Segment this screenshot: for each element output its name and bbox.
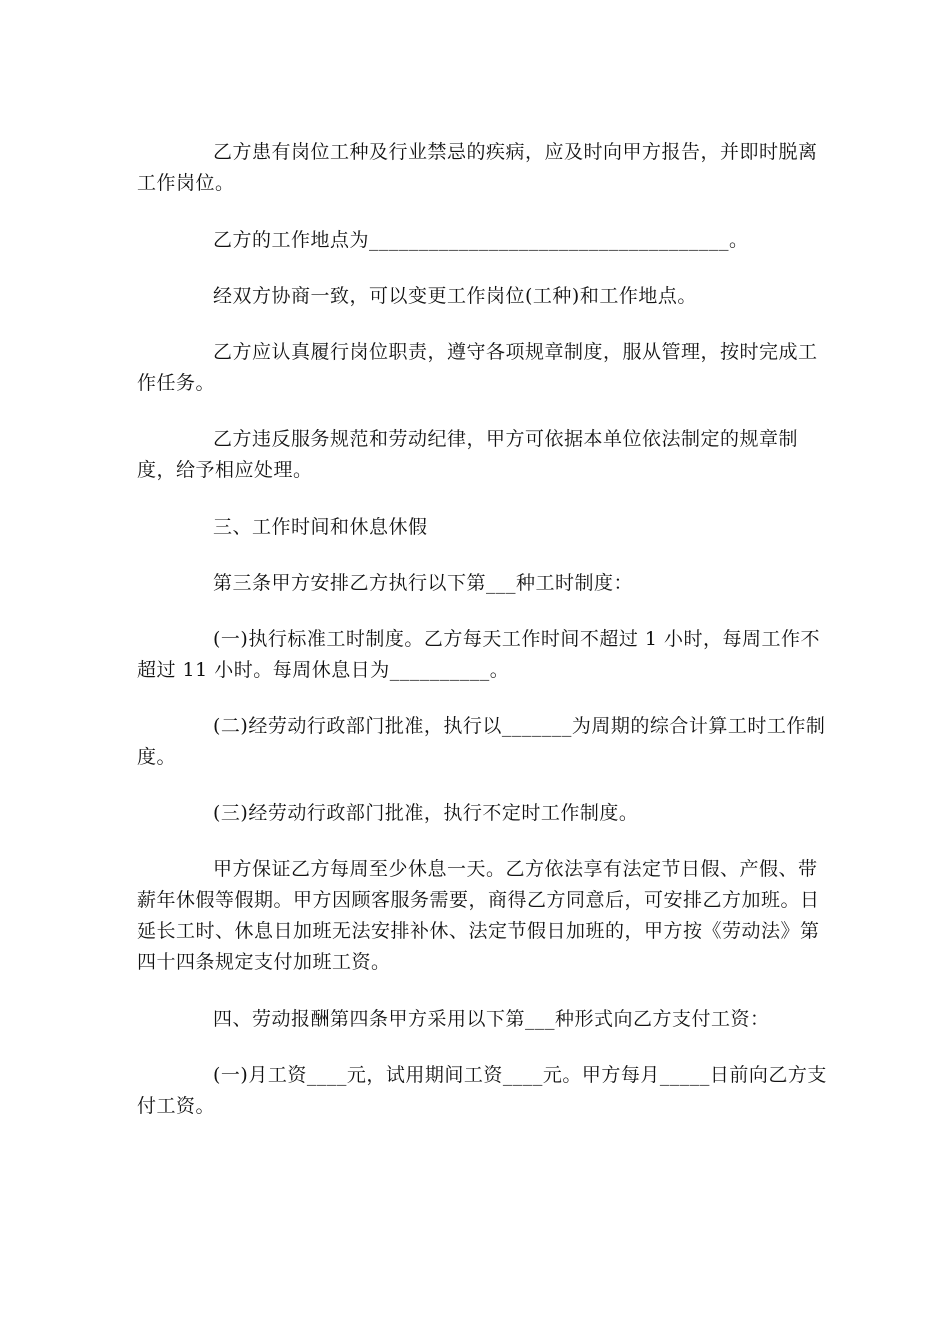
paragraph-work-location: 乙方的工作地点为____________________________________。 bbox=[213, 229, 749, 251]
paragraph-discipline: 乙方违反服务规范和劳动纪律，甲方可依据本单位依法制定的规章制度，给予相应处理。 bbox=[137, 428, 799, 481]
paragraph-comprehensive-hours: (二)经劳动行政部门批准，执行以_______为周期的综合计算工时工作制度。 bbox=[137, 715, 826, 768]
paragraph-flexible-hours: (三)经劳动行政部门批准，执行不定时工作制度。 bbox=[213, 802, 639, 824]
paragraph-article-three: 第三条甲方安排乙方执行以下第___种工时制度： bbox=[213, 572, 634, 594]
paragraph-standard-hours: (一)执行标准工时制度。乙方每天工作时间不超过 1 小时，每周工作不超过 11 小时。每周休息日为__________。 bbox=[137, 628, 820, 681]
paragraph-monthly-wage: (一)月工资____元，试用期间工资____元。甲方每月_____日前向乙方支付工资。 bbox=[137, 1064, 827, 1117]
section-heading-remuneration: 四、劳动报酬第四条甲方采用以下第___种形式向乙方支付工资： bbox=[213, 1008, 770, 1030]
paragraph-health-restriction: 乙方患有岗位工种及行业禁忌的疾病，应及时向甲方报告，并即时脱离工作岗位。 bbox=[137, 141, 818, 194]
paragraph-duties: 乙方应认真履行岗位职责，遵守各项规章制度，服从管理，按时完成工作任务。 bbox=[137, 341, 818, 394]
paragraph-rest-and-overtime: 甲方保证乙方每周至少休息一天。乙方依法享有法定节日假、产假、带薪年休假等假期。甲方因顾客服务需要，商得乙方同意后，可安排乙方加班。日延长工时、休息日加班无法安排补休、法定节假日加班的，甲方按《劳动法》第四十四条规定支付加班工资。 bbox=[137, 858, 820, 973]
section-heading-work-hours: 三、工作时间和休息休假 bbox=[213, 516, 428, 538]
paragraph-position-change: 经双方协商一致，可以变更工作岗位(工种)和工作地点。 bbox=[213, 285, 697, 307]
